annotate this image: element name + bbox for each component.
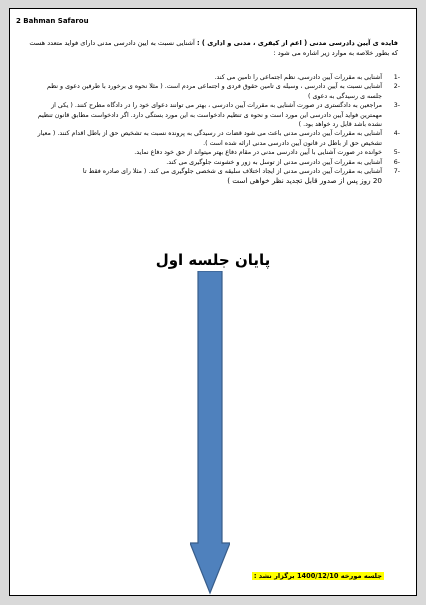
list-item [30, 167, 400, 187]
arrow-shape [190, 271, 230, 593]
list-number: -6 [393, 158, 400, 166]
list-number: -2 [393, 83, 400, 91]
list-item [30, 158, 400, 167]
session-date-note: جلسه مورخه 1400/12/10 برگزار نشد : [253, 572, 382, 580]
document-page [9, 8, 417, 596]
list-item [30, 101, 400, 129]
author-header: 2 Bahman Safarou [16, 17, 89, 25]
list-number: -7 [393, 168, 400, 176]
list-text: آشنایی به مقررات آیین دادرسی مدنی باعث می شود قضات در رسیدگی به پرونده نسبت به تشخیص حق از باطل اقدام کنند. ( معیار تشخیص حق از باطل در قانون آیین دادرسی مدنی ارائه شده است ). [37, 130, 382, 147]
list-text: آشنایی به مقررات آیین دادرسی مدنی از توسل به زور و خشونت جلوگیری می کند. [166, 158, 382, 166]
intro-paragraph [28, 39, 398, 58]
list-text: آشنایی به مقررات آیین دادرسی، نظم اجتماعی را تامین می کند. [214, 74, 382, 81]
down-arrow-icon [190, 271, 230, 596]
list-text: آشنایی نسبت به آیین دادرسی ، وسیله ی تامین حقوق فردی و اجتماعی مردم است. ( مثلا نحوه ی برخورد با طرفین دعوی و نظم جلسه ی رسیدگی به دعوی ) [46, 83, 382, 100]
intro-text: آشنایی نسبت به ایین دادرسی مدنی دارای فواید متعدد هست که بطور خلاصه به موارد زیر اشاره می شود : [29, 39, 398, 57]
benefits-list [30, 73, 400, 187]
list-item [30, 148, 400, 157]
session-end-title: پایان جلسه اول [155, 251, 271, 269]
list-number: -4 [393, 130, 400, 138]
intro-bold: فایده ی آیین دادرسی مدنی ( اعم از کیفری ، مدنی و اداری ) : [197, 39, 398, 47]
list-text: آشنایی به مقررات آیین دادرسی مدنی از ایجاد اختلاف سلیقه ی شخصی جلوگیری می کند. ( مثلا رای صادره فقط تا [82, 168, 382, 176]
list-number: -3 [393, 102, 400, 110]
list-number: -5 [393, 149, 400, 157]
list-item [30, 82, 400, 101]
list-text: مراجعین به دادگستری در صورت آشنایی به مقررات آیین دادرسی ، بهتر می توانند دعوای خود را در دادگاه مطرح کنند. ( یکی از مهمترین فواید آیین دادرسی این مورد است و نحوه ی تنظیم دادخواست به این مورد بستگی دارد. اگر دادخواست مطابق قانون تنظیم نشده باشد قابل رد خواهد بود. ) [37, 102, 382, 129]
list-text: خوانده در صورت آشنایی با آیین دادرسی مدنی در مقام دفاع بهتر میتواند از حق خود دفاع نماید. [134, 149, 382, 157]
list-item [30, 129, 400, 148]
list-number: -1 [393, 74, 400, 81]
list-text-continuation: 20 روز پس از صدور قابل تجدید نظر خواهی است ) [227, 176, 382, 186]
list-item [30, 73, 400, 82]
